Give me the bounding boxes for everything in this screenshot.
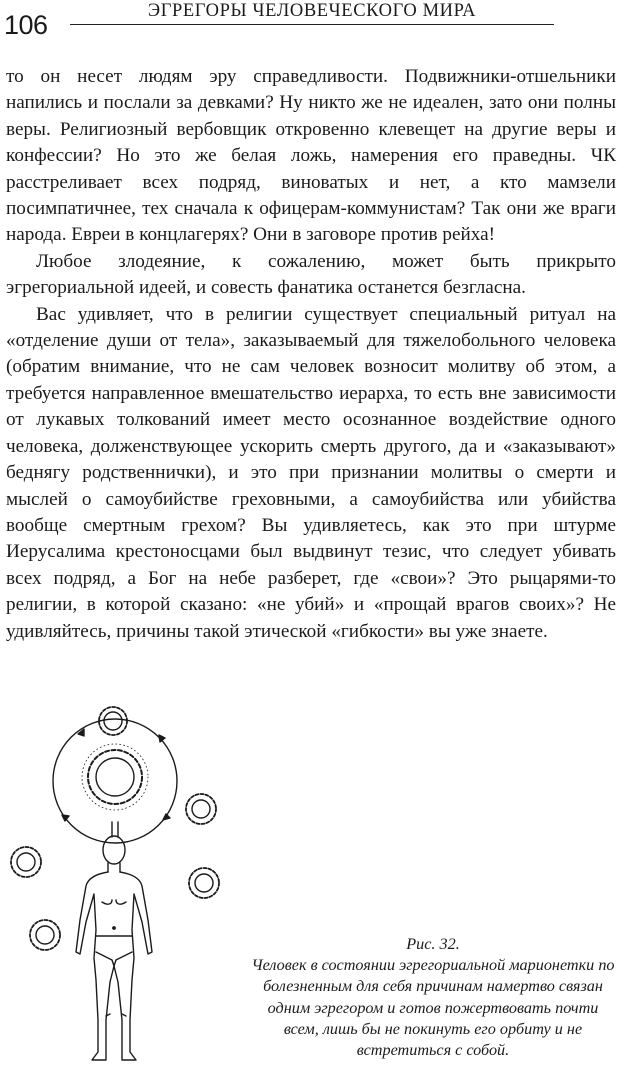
paragraph-1: то он несет людям эру справедливости. Подвижники-отшельники напились и послали за девками? Ну никто же не идеален, зато они полны веры. Религиозный вербовщик откровенно клевещет на другие веры и конфессии? Но это же белая ложь, намерения его праведны. ЧК расстреливает всех подряд, виноватых и нет, а кто мамзели посимпатичнее, тех сначала к офицерам-коммунистам? Так они же враги народа. Евреи в концлагерях? Они в заговоре против рейха! <box>6 66 616 246</box>
body-text <box>6 64 616 645</box>
satellite-egregor <box>186 794 216 824</box>
human-figure <box>76 836 152 1060</box>
orbit-arrow <box>62 815 69 821</box>
running-head <box>0 0 620 40</box>
figure-caption <box>250 934 616 1061</box>
book-title: ЭГРЕГОРЫ ЧЕЛОВЕЧЕСКОГО МИРА <box>147 1 477 21</box>
figure-label: Рис. 32. <box>406 935 460 953</box>
orbit-arrow <box>163 814 170 820</box>
paragraph-2: Любое злодеяние, к сожалению, может быть прикрыто эгрегориальной идеей, и совесть фанатика останется безгласна. <box>6 250 616 299</box>
central-egregor <box>82 744 148 810</box>
satellite-egregor <box>99 707 127 735</box>
paragraph-3: Вас удивляет, что в религии существует специальный ритуал на «отделение души от тела», заказываемый для тяжелобольного человека (обратим внимание, что не сам человек возносит молитву об этом, а требуется направленное вмешательство иерарха, то есть вне зависимости от лукавых толкований имеет место осознанное воздействие одного человека, долженствующее ускорить смерть другого, да и «заказывают» беднягу родственнички), и это при признании молитвы о смерти и мыслей о самоубийстве греховными, а самоубийства или убийства вообще смертным грехом? Вы удивляетесь, как это при штурме Иерусалима крестоносцами был выдвинут тезис, что следует убивать всех подряд, а Бог на небе разберет, где «свои»? Это рыцарями-то религии, в которой сказано: «не убий» и «прощай врагов своих»? Не удивляйтесь, причины такой этической «гибкости» вы уже знаете. <box>6 303 616 642</box>
egregor-orbit <box>53 719 177 843</box>
figure-caption-text: Человек в состоянии эгрегориальной марионетки по болезненным для себя причинам намертво связан одним эгрегором и готов пожертвовать почти всем, лишь бы не покинуть его орбиту и не встретиться с собой. <box>251 956 615 1060</box>
header-rule <box>70 24 554 25</box>
orbit-arrow <box>159 735 165 742</box>
satellite-egregor <box>30 920 60 950</box>
page-number: 106 <box>4 10 48 40</box>
satellite-egregor <box>189 868 219 898</box>
satellite-egregor <box>11 847 41 877</box>
